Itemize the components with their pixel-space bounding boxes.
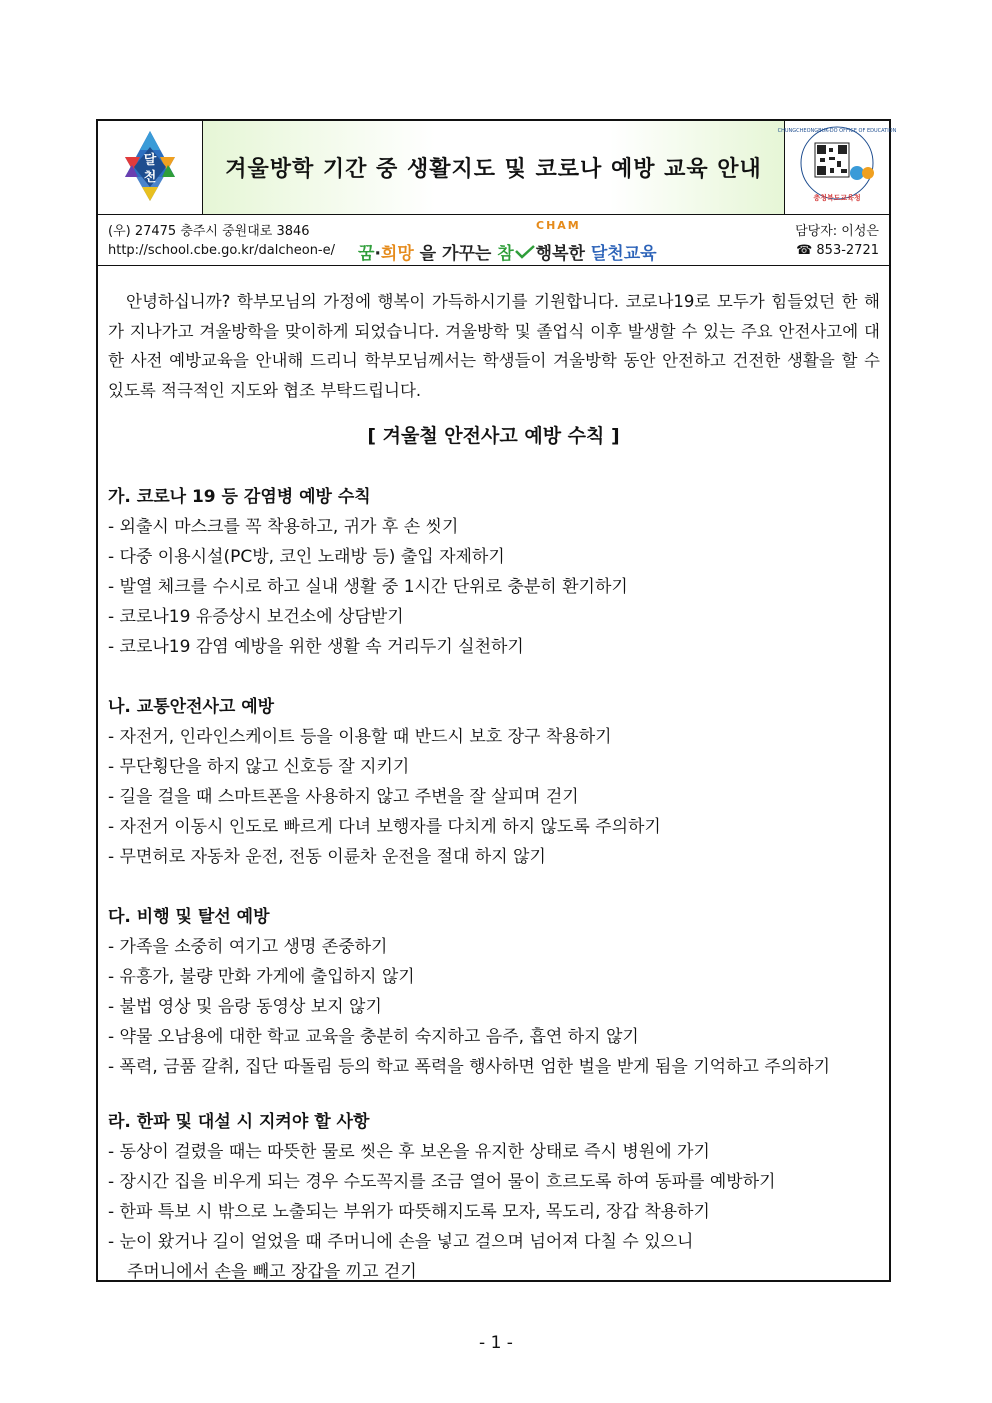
list-item: - 장시간 집을 비우게 되는 경우 수도꼭지를 조금 열어 물이 흐르도록 하여 동파를 예방하기: [108, 1172, 776, 1192]
document-frame: [96, 119, 897, 1282]
section-delinquency: [108, 902, 888, 1082]
section-heading: 라. 한파 및 대설 시 지켜야 할 사항: [108, 1112, 370, 1132]
list-item: - 발열 체크를 수시로 하고 실내 생활 중 1시간 단위로 충분히 환기하기: [108, 577, 628, 597]
section-heading: 가. 코로나 19 등 감염병 예방 수칙: [108, 487, 371, 507]
school-logo: [98, 121, 203, 214]
list-item: - 코로나19 유증상시 보건소에 상담받기: [108, 607, 404, 627]
list-item: - 동상이 걸렸을 때는 따뜻한 물로 씻은 후 보온을 유지한 상태로 즉시 병원에 가기: [108, 1142, 710, 1162]
info-bar: [98, 215, 889, 266]
emblem-caption: 충청북도교육청: [813, 194, 861, 202]
list-item: - 무단횡단을 하지 않고 신호등 잘 지키기: [108, 757, 410, 777]
school-url[interactable]: http://school.cbe.go.kr/dalcheon-e/: [108, 243, 336, 258]
list-item: - 가족을 소중히 여기고 생명 존중하기: [108, 937, 388, 957]
title-box: [203, 121, 785, 214]
list-item: - 눈이 왔거나 길이 얼었을 때 주머니에 손을 넣고 걸으며 넘어져 다칠 수 있으니: [108, 1232, 694, 1252]
list-item: - 다중 이용시설(PC방, 코인 노래방 등) 출입 자제하기: [108, 547, 505, 567]
intro-paragraph: 안녕하십니까? 학부모님의 가정에 행복이 가득하시기를 기원합니다. 코로나19로 모두가 힘들었던 한 해가 지나가고 겨울방학을 맞이하게 되었습니다. 겨울방학 및 졸업식 이후 발생할 수 있는 주요 안전사고에 대한 사전 예방교육을 안내해 드리니 학부모님께서는 학생들이 겨울방학 동안 안전하고 건전한 생활을 할 수 있도록 적극적인 지도와 협조 부탁드립니다.: [108, 292, 880, 400]
mascot-icon: [850, 166, 864, 180]
slogan-dot: ·: [374, 244, 381, 264]
list-item: - 길을 걸을 때 스마트폰을 사용하지 않고 주변을 잘 살피며 걷기: [108, 787, 579, 807]
list-item: - 폭력, 금품 갈취, 집단 따돌림 등의 학교 폭력을 행사하면 엄한 벌을 받게 됨을 기억하고 주의하기: [108, 1057, 831, 1077]
list-item: - 불법 영상 및 음랑 동영상 보지 않기: [108, 997, 382, 1017]
emblem-ring-text: CHUNGCHEONGBUK-DO OFFICE OF EDUCATION: [777, 128, 897, 134]
contact-phone: ☎ 853-2721: [796, 243, 879, 258]
section-heading: 나. 교통안전사고 예방: [108, 697, 275, 717]
slogan-part-grow: 을 가꾸는: [413, 244, 498, 264]
header: [98, 121, 897, 215]
slogan-part-cham: 참: [497, 244, 514, 264]
list-item: - 유흥가, 불량 만화 가게에 출입하지 않기: [108, 967, 415, 987]
school-slogan: [358, 219, 688, 264]
education-office-emblem: [777, 121, 897, 214]
list-item: - 무면허로 자동차 운전, 전동 이륜차 운전을 절대 하지 않기: [108, 847, 546, 867]
logo-char-1: 달: [143, 153, 157, 168]
section-title: [ 겨울철 안전사고 예방 수칙 ]: [367, 425, 620, 447]
section-heading: 다. 비행 및 탈선 예방: [108, 907, 270, 927]
logo-char-2: 천: [143, 170, 157, 185]
section-traffic: [108, 692, 888, 872]
checkmark-icon: [514, 245, 536, 259]
manager-name: 담당자: 이성은: [795, 224, 879, 239]
list-item: - 코로나19 감염 예방을 위한 생활 속 거리두기 실천하기: [108, 637, 524, 657]
list-item: - 자전거 이동시 인도로 빠르게 다녀 보행자를 다치게 하지 않도록 주의하기: [108, 817, 661, 837]
list-item: - 외출시 마스크를 꼭 착용하고, 귀가 후 손 씻기: [108, 517, 459, 537]
page-title: 겨울방학 기간 중 생활지도 및 코로나 예방 교육 안내: [225, 157, 762, 182]
list-item: - 한파 특보 시 밖으로 노출되는 부위가 따뜻해지도록 모자, 목도리, 장갑 착용하기: [108, 1202, 710, 1222]
list-item: - 자전거, 인라인스케이트 등을 이용할 때 반드시 보호 장구 착용하기: [108, 727, 612, 747]
section-cold-snow: [108, 1107, 888, 1287]
slogan-part-school: 달천교육: [590, 244, 657, 264]
school-address: (우) 27475 충주시 중원대로 3846: [108, 224, 310, 239]
section-covid: [108, 482, 888, 662]
slogan-cham: CHAM: [536, 219, 581, 232]
list-item: - 약물 오남용에 대한 학교 교육을 충분히 숙지하고 음주, 흡연 하지 않기: [108, 1027, 639, 1047]
page-number: - 1 -: [479, 1333, 513, 1353]
list-item-continuation: 주머니에서 손을 빼고 장갑을 끼고 걷기: [127, 1262, 417, 1282]
slogan-part-dream: 꿈: [358, 244, 375, 264]
slogan-part-hope: 희망: [380, 244, 414, 264]
slogan-part-happy: 행복한: [535, 244, 591, 264]
